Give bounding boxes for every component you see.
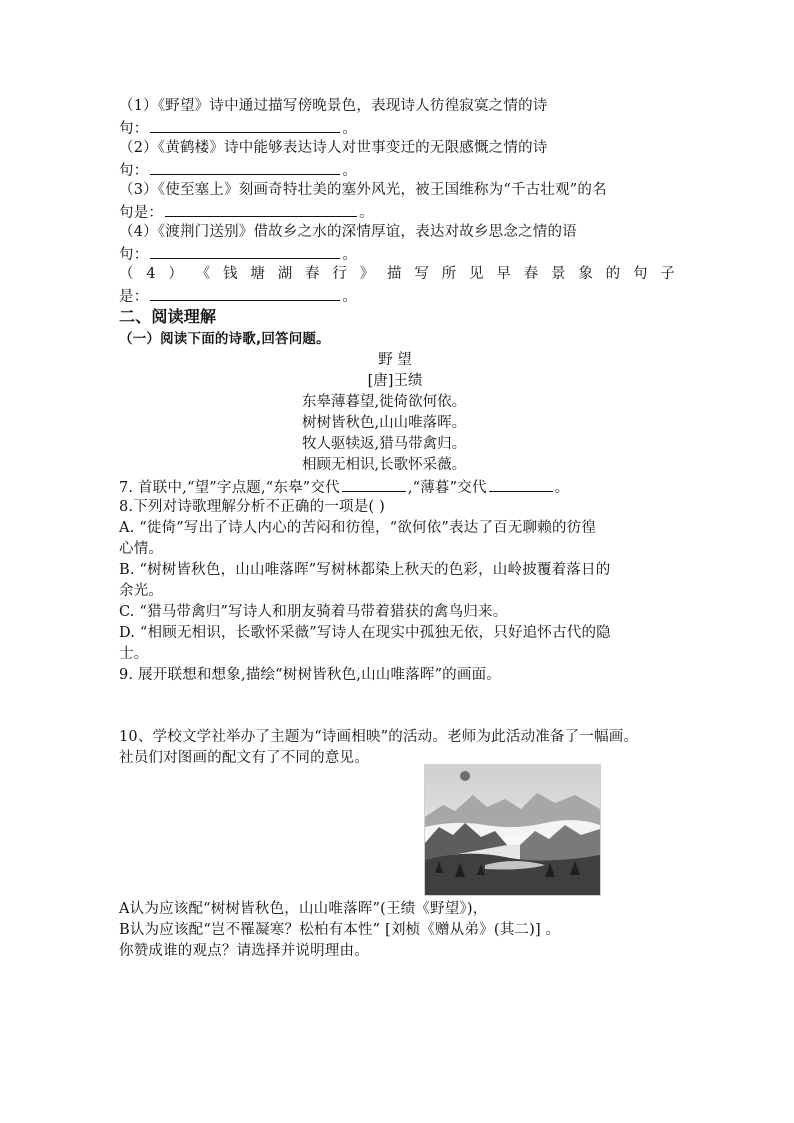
option-c: C. “猎马带禽归”写诗人和朋友骑着马带着猎获的禽鸟归来。 xyxy=(119,604,508,620)
answer-blank[interactable] xyxy=(150,159,340,175)
answer-blank[interactable] xyxy=(150,243,340,259)
question-9: 9. 展开联想和想象,描绘“树树皆秋色,山山唯落晖”的画面。 xyxy=(119,667,501,683)
question-10-line1: 10、学校文学社举办了主题为“诗画相映”的活动。老师为此活动准备了一幅画。 xyxy=(119,729,639,745)
poem-title: 野 望 xyxy=(378,352,412,368)
fb5-line-a: （ 4 ） 《 钱 塘 湖 春 行 》 描 写 所 见 早 春 景 象 的 句 子 xyxy=(119,266,675,282)
poem-line: 相顾无相识,长歌怀采薇。 xyxy=(302,457,467,473)
section-title: 二、阅读理解 xyxy=(119,307,217,326)
subsection-title: （一）阅读下面的诗歌,回答问题。 xyxy=(119,331,330,347)
question-8-stem: 8.下列对诗歌理解分析不正确的一项是( ) xyxy=(119,499,385,515)
answer-blank[interactable] xyxy=(150,285,340,301)
fb5-line-b: 是： 。 xyxy=(119,285,675,308)
fb1-line-a: （1）《野望》诗中通过描写傍晚景色，表现诗人彷徨寂寞之情的诗 xyxy=(119,98,548,114)
option-d-line1: D. “相顾无相识，长歌怀采薇”写诗人在现实中孤独无依，只好追怀古代的隐 xyxy=(119,625,611,641)
fb3-line-a: （3）《使至塞上》刻画奇特壮美的塞外风光，被王国维称为“千古壮观”的名 xyxy=(119,182,607,198)
opinion-a: A认为应该配“树树皆秋色，山山唯落晖”(王绩《野望》)， xyxy=(119,901,488,917)
fb2-line-b: 句： 。 xyxy=(119,159,675,182)
sun-icon xyxy=(460,771,470,781)
question-10-line2: 社员们对图画的配文有了不同的意见。 xyxy=(119,750,369,766)
mountain-landscape-image xyxy=(425,765,600,895)
landscape-painting xyxy=(424,764,601,896)
question-7: 7. 首联中,“望”字点题,“东皋”交代 ,“薄暮”交代 。 xyxy=(119,476,675,499)
poem-line: 树树皆秋色,山山唯落晖。 xyxy=(302,415,467,431)
option-a-line1: A. “徙倚”写出了诗人内心的苦闷和彷徨，“欲何依”表达了百无聊赖的彷徨 xyxy=(119,520,597,536)
answer-blank[interactable] xyxy=(342,476,406,492)
option-b-line2: 余光。 xyxy=(119,583,164,599)
fb4-line-a: （4）《渡荆门送别》借故乡之水的深情厚谊，表达对故乡思念之情的语 xyxy=(119,224,577,240)
poem-line: 牧人驱犊返,猎马带禽归。 xyxy=(302,436,467,452)
answer-blank[interactable] xyxy=(489,476,553,492)
fb3-line-b: 句是： 。 xyxy=(119,201,675,224)
fb4-line-b: 句： 。 xyxy=(119,243,675,266)
question-10-ask: 你赞成谁的观点？请选择并说明理由。 xyxy=(119,943,369,959)
opinion-b: B认为应该配“岂不罹凝寒？松柏有本性” [刘桢《赠从弟》(其二)] 。 xyxy=(119,922,561,938)
poem-author: [唐]王绩 xyxy=(367,373,423,389)
answer-blank[interactable] xyxy=(150,117,340,133)
option-b-line1: B. “树树皆秋色，山山唯落晖”写树林都染上秋天的色彩，山岭披覆着落日的 xyxy=(119,562,611,578)
poem-line: 东皋薄暮望,徙倚欲何依。 xyxy=(302,394,467,410)
fb1-line-b: 句： 。 xyxy=(119,117,675,140)
option-d-line2: 士。 xyxy=(119,646,149,662)
fb2-line-a: （2）《黄鹤楼》诗中能够表达诗人对世事变迁的无限感慨之情的诗 xyxy=(119,140,548,156)
answer-blank[interactable] xyxy=(165,201,357,217)
option-a-line2: 心情。 xyxy=(119,541,164,557)
